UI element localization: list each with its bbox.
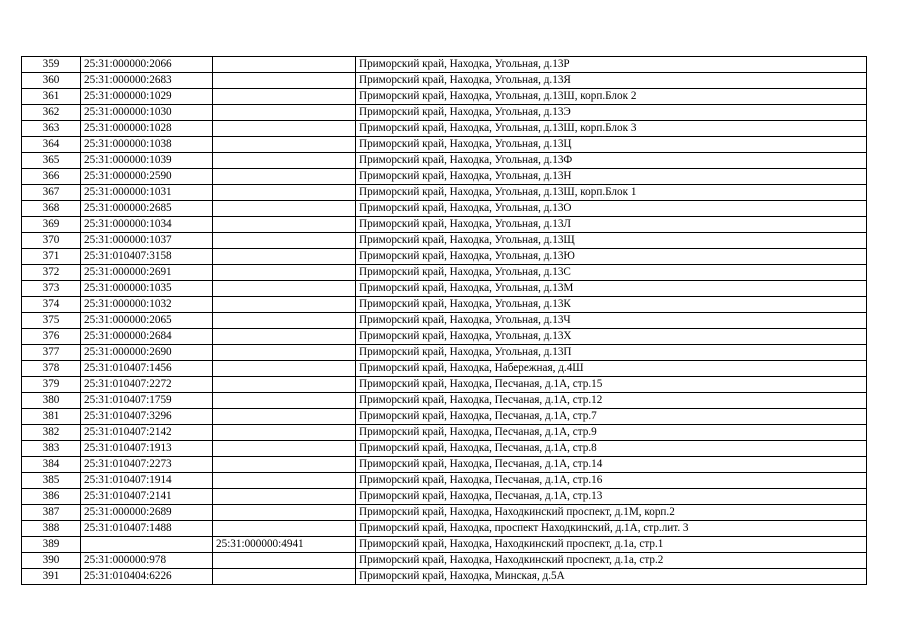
cadastral-number-alt-cell xyxy=(213,121,356,137)
cadastral-number-alt-cell xyxy=(213,89,356,105)
table-row xyxy=(22,521,867,537)
cadastral-number-cell: 25:31:000000:2690 xyxy=(81,345,213,361)
row-number-cell: 366 xyxy=(22,169,81,185)
row-number-cell: 374 xyxy=(22,297,81,313)
address-cell: Приморский край, Находка, Угольная, д.13Р xyxy=(356,57,867,73)
row-number-cell: 383 xyxy=(22,441,81,457)
row-number-cell: 364 xyxy=(22,137,81,153)
cadastral-number-alt-cell xyxy=(213,345,356,361)
cadastral-number-cell: 25:31:010407:1914 xyxy=(81,473,213,489)
row-number-cell: 370 xyxy=(22,233,81,249)
cadastral-number-cell: 25:31:000000:2684 xyxy=(81,329,213,345)
row-number-cell: 365 xyxy=(22,153,81,169)
address-cell: Приморский край, Находка, Угольная, д.13К xyxy=(356,297,867,313)
table-row xyxy=(22,313,867,329)
cadastral-number-cell: 25:31:010407:3296 xyxy=(81,409,213,425)
cadastral-number-alt-cell xyxy=(213,521,356,537)
table-row xyxy=(22,569,867,585)
address-cell: Приморский край, Находка, Находкинский проспект, д.1М, корп.2 xyxy=(356,505,867,521)
cadastral-number-alt-cell xyxy=(213,329,356,345)
address-cell: Приморский край, Находка, Песчаная, д.1А, стр.12 xyxy=(356,393,867,409)
cadastral-number-alt-cell xyxy=(213,185,356,201)
table-row xyxy=(22,537,867,553)
row-number-cell: 385 xyxy=(22,473,81,489)
address-cell: Приморский край, Находка, Минская, д.5А xyxy=(356,569,867,585)
cadastral-number-alt-cell xyxy=(213,217,356,233)
cadastral-number-alt-cell xyxy=(213,505,356,521)
address-cell: Приморский край, Находка, Угольная, д.13Я xyxy=(356,73,867,89)
row-number-cell: 362 xyxy=(22,105,81,121)
row-number-cell: 382 xyxy=(22,425,81,441)
property-registry-table xyxy=(21,56,867,585)
cadastral-number-cell: 25:31:010407:1759 xyxy=(81,393,213,409)
cadastral-number-alt-cell xyxy=(213,73,356,89)
cadastral-number-alt-cell xyxy=(213,249,356,265)
table-row xyxy=(22,233,867,249)
table-row xyxy=(22,425,867,441)
cadastral-number-cell: 25:31:000000:2691 xyxy=(81,265,213,281)
row-number-cell: 384 xyxy=(22,457,81,473)
table-row xyxy=(22,153,867,169)
table-row xyxy=(22,441,867,457)
cadastral-number-alt-cell xyxy=(213,409,356,425)
address-cell: Приморский край, Находка, Угольная, д.13Ш, корп.Блок 3 xyxy=(356,121,867,137)
cadastral-number-alt-cell xyxy=(213,393,356,409)
table-row xyxy=(22,73,867,89)
cadastral-number-alt-cell xyxy=(213,569,356,585)
cadastral-number-cell: 25:31:000000:978 xyxy=(81,553,213,569)
table-row xyxy=(22,217,867,233)
table-row xyxy=(22,505,867,521)
table-row xyxy=(22,265,867,281)
cadastral-number-cell: 25:31:010404:6226 xyxy=(81,569,213,585)
address-cell: Приморский край, Находка, проспект Находкинский, д.1А, стр.лит. 3 xyxy=(356,521,867,537)
row-number-cell: 389 xyxy=(22,537,81,553)
row-number-cell: 391 xyxy=(22,569,81,585)
row-number-cell: 368 xyxy=(22,201,81,217)
cadastral-number-cell: 25:31:000000:2065 xyxy=(81,313,213,329)
row-number-cell: 369 xyxy=(22,217,81,233)
cadastral-number-alt-cell xyxy=(213,377,356,393)
cadastral-number-cell: 25:31:000000:2685 xyxy=(81,201,213,217)
cadastral-number-alt-cell xyxy=(213,361,356,377)
address-cell: Приморский край, Находка, Угольная, д.13Х xyxy=(356,329,867,345)
row-number-cell: 367 xyxy=(22,185,81,201)
row-number-cell: 381 xyxy=(22,409,81,425)
row-number-cell: 379 xyxy=(22,377,81,393)
address-cell: Приморский край, Находка, Песчаная, д.1А, стр.15 xyxy=(356,377,867,393)
address-cell: Приморский край, Находка, Угольная, д.13Ч xyxy=(356,313,867,329)
address-cell: Приморский край, Находка, Песчаная, д.1А, стр.16 xyxy=(356,473,867,489)
address-cell: Приморский край, Находка, Находкинский проспект, д.1а, стр.1 xyxy=(356,537,867,553)
cadastral-number-cell xyxy=(81,537,213,553)
cadastral-number-alt-cell xyxy=(213,473,356,489)
cadastral-number-cell: 25:31:000000:1030 xyxy=(81,105,213,121)
cadastral-number-alt-cell xyxy=(213,201,356,217)
address-cell: Приморский край, Находка, Угольная, д.13Ю xyxy=(356,249,867,265)
cadastral-number-cell: 25:31:000000:1035 xyxy=(81,281,213,297)
cadastral-number-alt-cell xyxy=(213,441,356,457)
address-cell: Приморский край, Находка, Угольная, д.13Ш, корп.Блок 1 xyxy=(356,185,867,201)
row-number-cell: 360 xyxy=(22,73,81,89)
cadastral-number-cell: 25:31:000000:2590 xyxy=(81,169,213,185)
table-row xyxy=(22,457,867,473)
row-number-cell: 375 xyxy=(22,313,81,329)
cadastral-number-alt-cell: 25:31:000000:4941 xyxy=(213,537,356,553)
address-cell: Приморский край, Находка, Угольная, д.13Ш, корп.Блок 2 xyxy=(356,89,867,105)
address-cell: Приморский край, Находка, Песчаная, д.1А, стр.7 xyxy=(356,409,867,425)
table-row xyxy=(22,121,867,137)
cadastral-number-cell: 25:31:010407:1488 xyxy=(81,521,213,537)
address-cell: Приморский край, Находка, Угольная, д.13Ц xyxy=(356,137,867,153)
row-number-cell: 390 xyxy=(22,553,81,569)
cadastral-number-cell: 25:31:000000:1032 xyxy=(81,297,213,313)
cadastral-number-cell: 25:31:010407:1456 xyxy=(81,361,213,377)
row-number-cell: 359 xyxy=(22,57,81,73)
row-number-cell: 373 xyxy=(22,281,81,297)
table-row xyxy=(22,185,867,201)
cadastral-number-cell: 25:31:000000:1028 xyxy=(81,121,213,137)
table-row xyxy=(22,473,867,489)
table-row xyxy=(22,393,867,409)
cadastral-number-alt-cell xyxy=(213,169,356,185)
cadastral-number-alt-cell xyxy=(213,105,356,121)
address-cell: Приморский край, Находка, Угольная, д.13П xyxy=(356,345,867,361)
address-cell: Приморский край, Находка, Угольная, д.13О xyxy=(356,201,867,217)
address-cell: Приморский край, Находка, Находкинский проспект, д.1а, стр.2 xyxy=(356,553,867,569)
registry-table-body xyxy=(22,57,867,585)
cadastral-number-alt-cell xyxy=(213,553,356,569)
cadastral-number-cell: 25:31:010407:3158 xyxy=(81,249,213,265)
cadastral-number-cell: 25:31:000000:2066 xyxy=(81,57,213,73)
cadastral-number-cell: 25:31:000000:1029 xyxy=(81,89,213,105)
table-row xyxy=(22,553,867,569)
address-cell: Приморский край, Находка, Песчаная, д.1А, стр.13 xyxy=(356,489,867,505)
cadastral-number-alt-cell xyxy=(213,265,356,281)
table-row xyxy=(22,169,867,185)
row-number-cell: 376 xyxy=(22,329,81,345)
cadastral-number-alt-cell xyxy=(213,137,356,153)
table-row xyxy=(22,361,867,377)
row-number-cell: 388 xyxy=(22,521,81,537)
cadastral-number-cell: 25:31:010407:2142 xyxy=(81,425,213,441)
row-number-cell: 380 xyxy=(22,393,81,409)
cadastral-number-cell: 25:31:010407:2273 xyxy=(81,457,213,473)
row-number-cell: 372 xyxy=(22,265,81,281)
cadastral-number-cell: 25:31:010407:2141 xyxy=(81,489,213,505)
address-cell: Приморский край, Находка, Угольная, д.13Э xyxy=(356,105,867,121)
table-row xyxy=(22,105,867,121)
row-number-cell: 377 xyxy=(22,345,81,361)
row-number-cell: 386 xyxy=(22,489,81,505)
cadastral-number-cell: 25:31:010407:2272 xyxy=(81,377,213,393)
table-row xyxy=(22,249,867,265)
address-cell: Приморский край, Находка, Набережная, д.4Ш xyxy=(356,361,867,377)
cadastral-number-cell: 25:31:000000:1031 xyxy=(81,185,213,201)
cadastral-number-alt-cell xyxy=(213,297,356,313)
address-cell: Приморский край, Находка, Песчаная, д.1А, стр.14 xyxy=(356,457,867,473)
address-cell: Приморский край, Находка, Угольная, д.13Н xyxy=(356,169,867,185)
table-row xyxy=(22,489,867,505)
address-cell: Приморский край, Находка, Угольная, д.13С xyxy=(356,265,867,281)
address-cell: Приморский край, Находка, Угольная, д.13Щ xyxy=(356,233,867,249)
address-cell: Приморский край, Находка, Песчаная, д.1А, стр.9 xyxy=(356,425,867,441)
cadastral-number-alt-cell xyxy=(213,281,356,297)
row-number-cell: 378 xyxy=(22,361,81,377)
table-row xyxy=(22,329,867,345)
address-cell: Приморский край, Находка, Угольная, д.13Ф xyxy=(356,153,867,169)
table-row xyxy=(22,281,867,297)
row-number-cell: 363 xyxy=(22,121,81,137)
cadastral-number-alt-cell xyxy=(213,153,356,169)
table-row xyxy=(22,89,867,105)
cadastral-number-alt-cell xyxy=(213,425,356,441)
cadastral-number-alt-cell xyxy=(213,313,356,329)
cadastral-number-alt-cell xyxy=(213,233,356,249)
cadastral-number-cell: 25:31:000000:1038 xyxy=(81,137,213,153)
cadastral-number-alt-cell xyxy=(213,489,356,505)
cadastral-number-cell: 25:31:000000:1039 xyxy=(81,153,213,169)
cadastral-number-cell: 25:31:010407:1913 xyxy=(81,441,213,457)
cadastral-number-cell: 25:31:000000:2689 xyxy=(81,505,213,521)
table-row xyxy=(22,345,867,361)
row-number-cell: 387 xyxy=(22,505,81,521)
address-cell: Приморский край, Находка, Угольная, д.13М xyxy=(356,281,867,297)
table-row xyxy=(22,409,867,425)
address-cell: Приморский край, Находка, Песчаная, д.1А, стр.8 xyxy=(356,441,867,457)
cadastral-number-alt-cell xyxy=(213,57,356,73)
table-row xyxy=(22,297,867,313)
cadastral-number-cell: 25:31:000000:1037 xyxy=(81,233,213,249)
cadastral-number-cell: 25:31:000000:1034 xyxy=(81,217,213,233)
table-row xyxy=(22,57,867,73)
row-number-cell: 361 xyxy=(22,89,81,105)
table-row xyxy=(22,137,867,153)
cadastral-number-alt-cell xyxy=(213,457,356,473)
row-number-cell: 371 xyxy=(22,249,81,265)
address-cell: Приморский край, Находка, Угольная, д.13Л xyxy=(356,217,867,233)
table-row xyxy=(22,377,867,393)
table-row xyxy=(22,201,867,217)
cadastral-number-cell: 25:31:000000:2683 xyxy=(81,73,213,89)
